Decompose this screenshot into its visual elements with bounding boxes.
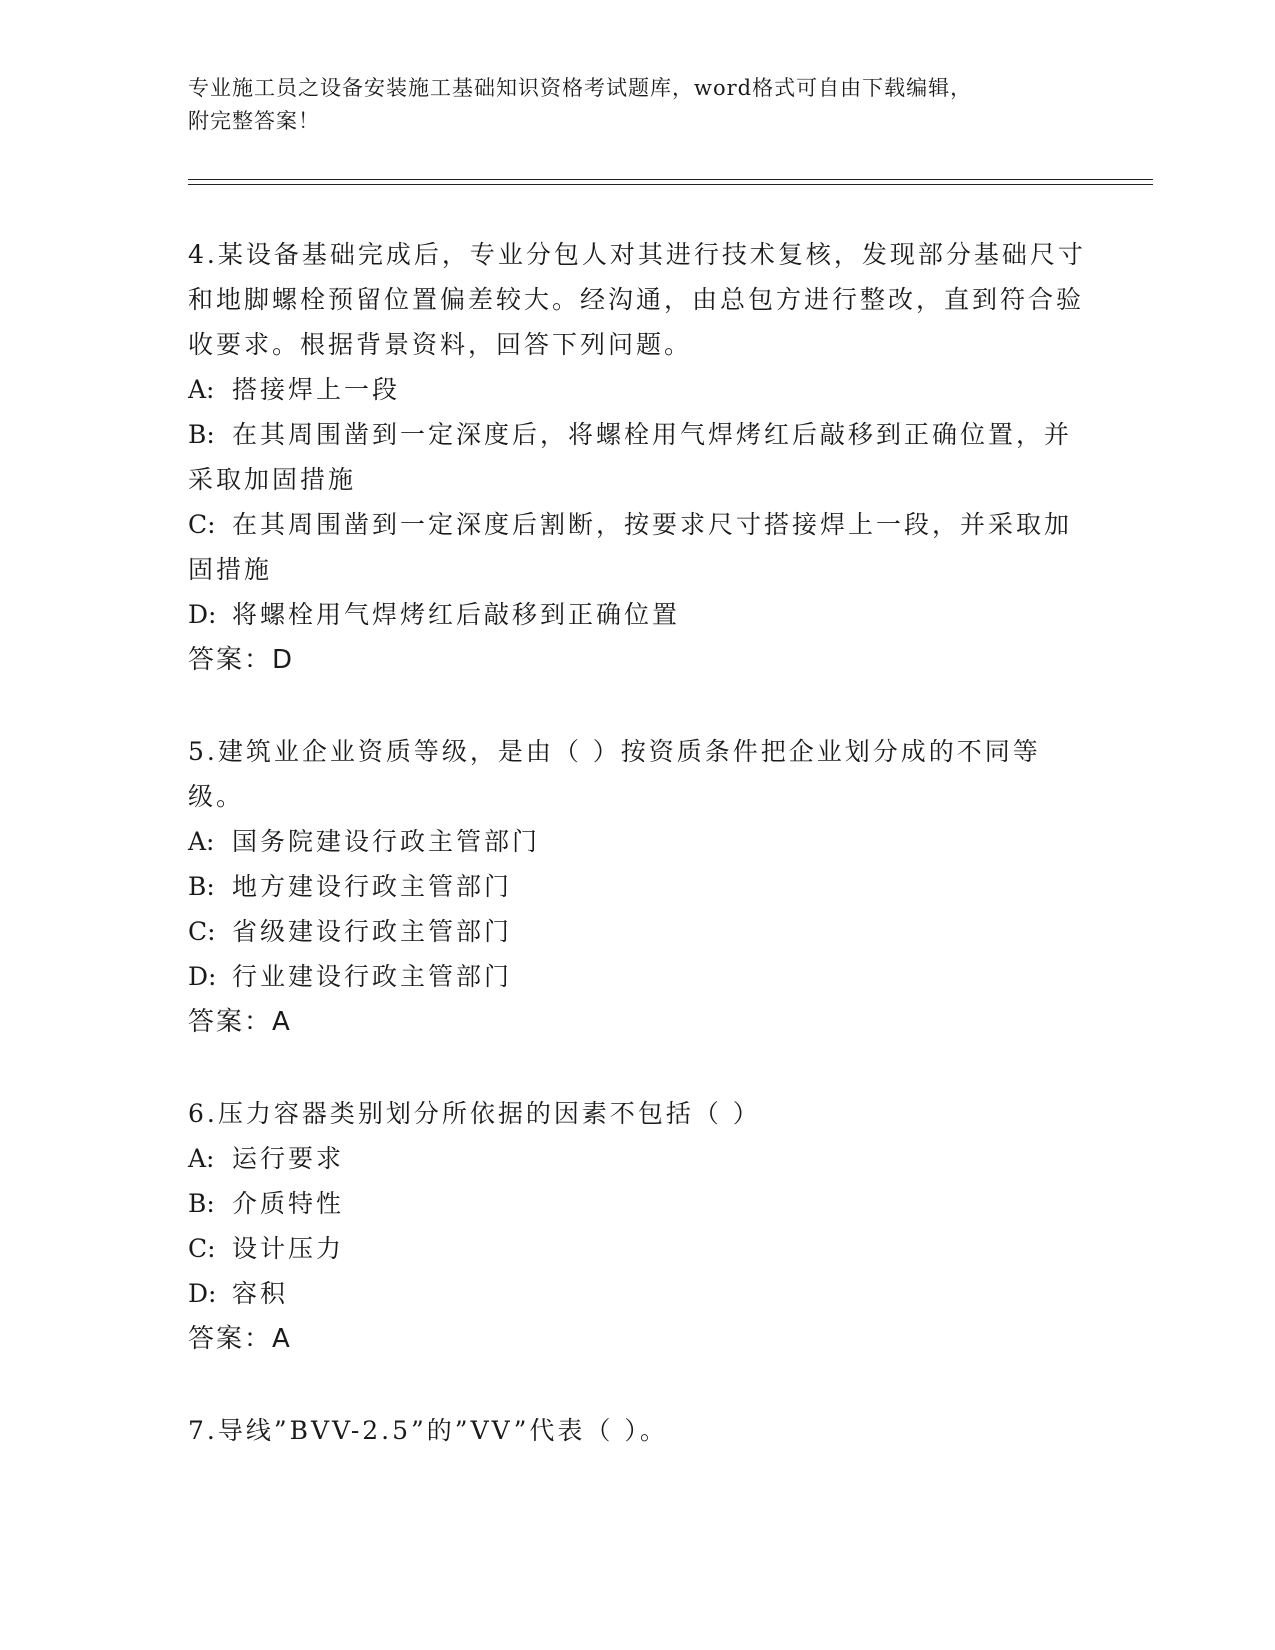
option-key: A: — [188, 1144, 215, 1173]
question-stem: 4.某设备基础完成后，专业分包人对其进行技术复核，发现部分基础尺寸和地脚螺栓预留位置偏差较大。经沟通，由总包方进行整改，直到符合验收要求。根据背景资料，回答下列问题。 — [188, 240, 1086, 359]
option-text: 介质特性 — [232, 1189, 345, 1218]
option-key: C: — [188, 510, 216, 539]
answer-label: 答案：D — [188, 645, 295, 675]
option-text: 在其周围凿到一定深度后割断，按要求尺寸搭接焊上一段，并采取加固措施 — [188, 510, 1073, 584]
option-text: 容积 — [232, 1279, 289, 1308]
option-text: 行业建设行政主管部门 — [232, 962, 513, 991]
option-key: B: — [188, 1189, 215, 1218]
question-7 — [188, 1408, 1088, 1453]
option-c — [188, 1226, 1088, 1271]
option-text: 地方建设行政主管部门 — [232, 872, 513, 901]
option-b — [188, 1181, 1088, 1226]
answer-label: 答案：A — [188, 1324, 292, 1354]
header-divider-bottom — [188, 184, 1153, 185]
option-key: C: — [188, 1234, 216, 1263]
option-key: B: — [188, 420, 215, 449]
option-d — [188, 1271, 1088, 1316]
option-key: A: — [188, 375, 215, 404]
header-line-1: 专业施工员之设备安装施工基础知识资格考试题库，word格式可自由下载编辑， — [188, 76, 973, 100]
question-4 — [188, 232, 1088, 683]
question-stem: 7.导线”BVV-2.5”的”VV”代表（ ）。 — [188, 1416, 668, 1445]
option-text: 国务院建设行政主管部门 — [232, 827, 541, 856]
document-header — [188, 72, 1068, 138]
header-divider-top — [188, 179, 1153, 180]
option-c — [188, 909, 1088, 954]
option-key: C: — [188, 917, 216, 946]
option-key: D: — [188, 1279, 217, 1308]
option-key: D: — [188, 962, 217, 991]
option-key: B: — [188, 872, 215, 901]
option-text: 运行要求 — [232, 1144, 345, 1173]
option-key: D: — [188, 600, 217, 629]
option-text: 将螺栓用气焊烤红后敲移到正确位置 — [232, 600, 681, 629]
header-line-2: 附完整答案！ — [188, 109, 320, 133]
question-stem: 5.建筑业企业资质等级，是由（ ）按资质条件把企业划分成的不同等级。 — [188, 737, 1041, 811]
option-a — [188, 1136, 1088, 1181]
answer-label: 答案：A — [188, 1007, 292, 1037]
option-key: A: — [188, 827, 215, 856]
option-a — [188, 367, 1088, 412]
option-text: 省级建设行政主管部门 — [232, 917, 513, 946]
option-c — [188, 502, 1088, 592]
option-d — [188, 592, 1088, 637]
option-text: 设计压力 — [232, 1234, 345, 1263]
option-a — [188, 819, 1088, 864]
question-stem: 6.压力容器类别划分所依据的因素不包括（ ） — [188, 1099, 761, 1128]
question-5 — [188, 729, 1088, 1045]
option-b — [188, 412, 1088, 502]
option-text: 在其周围凿到一定深度后，将螺栓用气焊烤红后敲移到正确位置，并采取加固措施 — [188, 420, 1073, 494]
option-b — [188, 864, 1088, 909]
question-list — [188, 232, 1088, 1499]
option-d — [188, 954, 1088, 999]
option-text: 搭接焊上一段 — [232, 375, 401, 404]
question-6 — [188, 1091, 1088, 1362]
